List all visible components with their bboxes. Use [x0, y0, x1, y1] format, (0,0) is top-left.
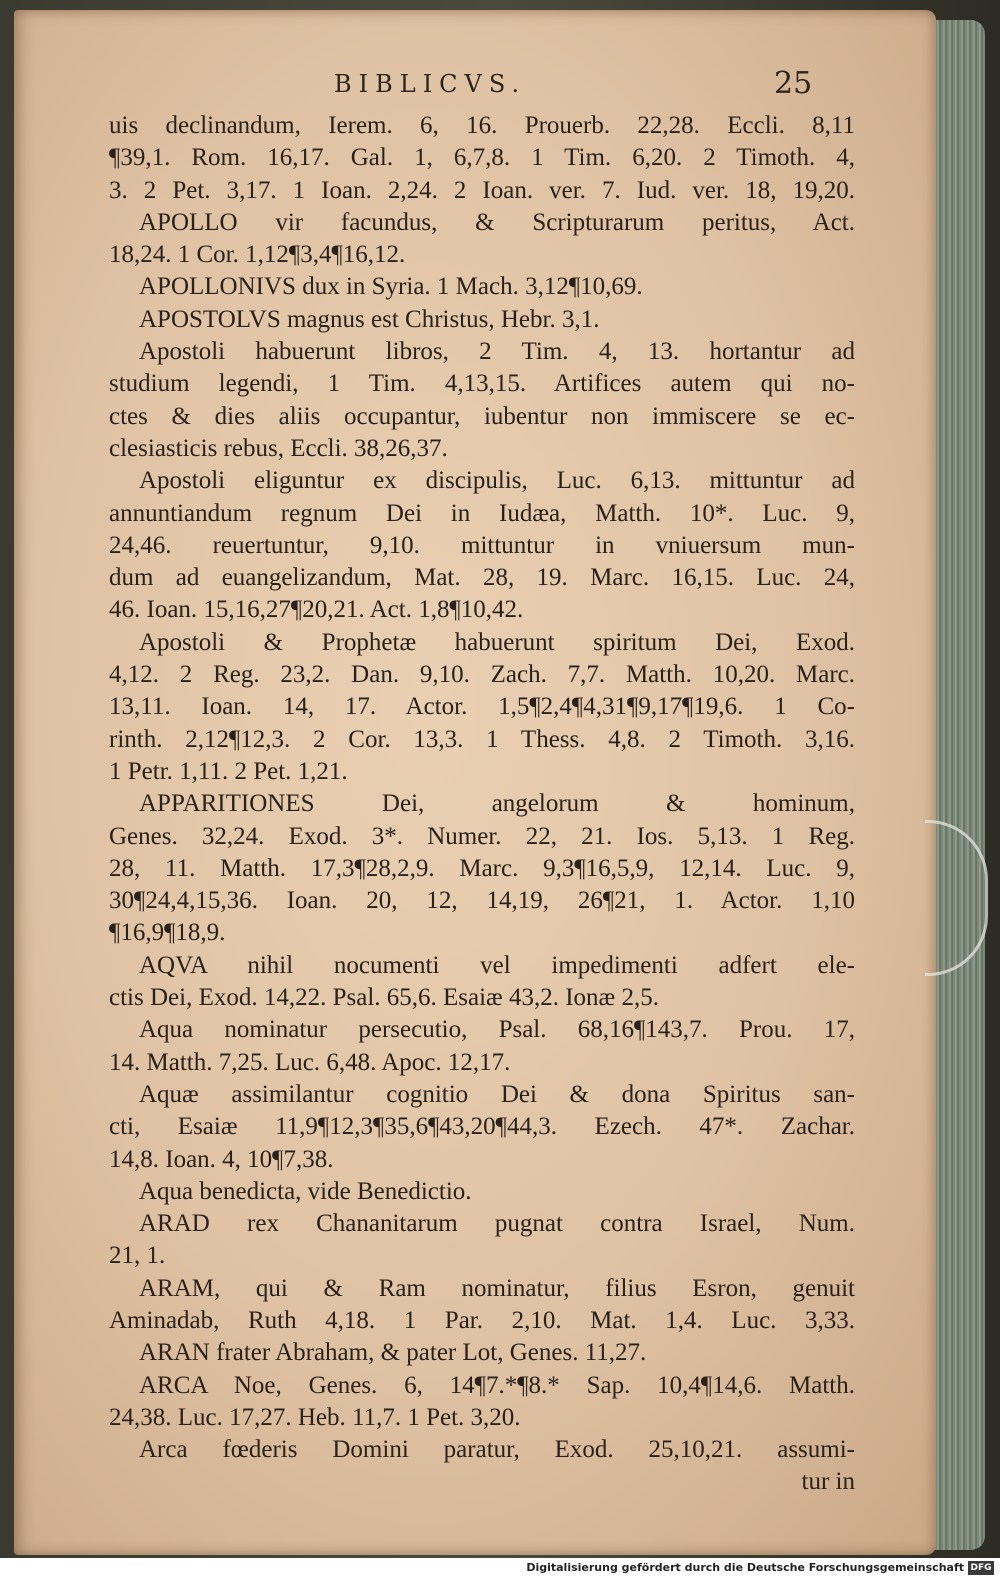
text-line: 14,8. Ioan. 4, 10¶7,38. [109, 1145, 334, 1173]
text-line: Apostoli habuerunt libros, 2 Tim. 4, 13. hortantur ad [139, 338, 855, 366]
text-line: uis declinandum, Ierem. 6, 16. Prouerb. 22,28. Eccli. 8,11 [109, 112, 855, 139]
catchword-line: tur in [801, 1468, 855, 1496]
text-line: annuntiandum regnum Dei in Iudæa, Matth. 10*. Luc. 9, [109, 499, 855, 527]
text-line: APPARITIONES Dei, angelorum & hominum, [139, 790, 855, 818]
text-line: 3. 2 Pet. 3,17. 1 Ioan. 2,24. 2 Ioan. ver. 7. Iud. ver. 18, 19,20. [109, 176, 855, 204]
text-line: 4,12. 2 Reg. 23,2. Dan. 9,10. Zach. 7,7. Matth. 10,20. Marc. [109, 661, 855, 689]
text-line: studium legendi, 1 Tim. 4,13,15. Artifices autem qui no- [109, 370, 855, 398]
text-line: clesiasticis rebus, Eccli. 38,26,37. [109, 434, 448, 462]
text-line: ARCA Noe, Genes. 6, 14¶7.*¶8.* Sap. 10,4¶14,6. Matth. [139, 1371, 855, 1399]
text-line: ARAD rex Chananitarum pugnat contra Israel, Num. [139, 1210, 855, 1238]
text-line: ¶39,1. Rom. 16,17. Gal. 1, 6,7,8. 1 Tim. 6,20. 2 Timoth. 4, [109, 144, 855, 172]
text-line: ARAN frater Abraham, & pater Lot, Genes. 11,27. [139, 1339, 647, 1367]
text-line: AQVA nihil nocumenti vel impedimenti adfert ele- [139, 951, 855, 979]
text-line: 24,46. reuertuntur, 9,10. mittuntur in vniuersum mun- [109, 531, 855, 559]
text-line: Aminadab, Ruth 4,18. 1 Par. 2,10. Mat. 1,4. Luc. 3,33. [109, 1306, 855, 1334]
text-line: Aqua benedicta, vide Benedictio. [139, 1177, 472, 1205]
running-title: BIBLICVS. [334, 70, 527, 98]
text-line: APOSTOLVS magnus est Christus, Hebr. 3,1. [139, 305, 600, 333]
text-line: Aquæ assimilantur cognitio Dei & dona Spiritus san- [139, 1080, 855, 1108]
text-line: rinth. 2,12¶12,3. 2 Cor. 13,3. 1 Thess. 4,8. 2 Timoth. 3,16. [109, 725, 855, 753]
text-line: 18,24. 1 Cor. 1,12¶3,4¶16,12. [109, 241, 406, 269]
running-head [14, 66, 936, 104]
text-line: Arca fœderis Domini paratur, Exod. 25,10,21. assumi- [139, 1436, 855, 1464]
text-line: ctis Dei, Exod. 14,22. Psal. 65,6. Esaiæ 43,2. Ionæ 2,5. [109, 984, 659, 1012]
text-line: cti, Esaiæ 11,9¶12,3¶35,6¶43,20¶44,3. Ezech. 47*. Zachar. [109, 1113, 855, 1141]
text-line: ¶16,9¶18,9. [109, 919, 226, 947]
text-line: APOLLO vir facundus, & Scripturarum peritus, Act. [139, 208, 855, 236]
page-edges [930, 20, 985, 1550]
text-line: 46. Ioan. 15,16,27¶20,21. Act. 1,8¶10,42. [109, 596, 524, 624]
text-line: dum ad euangelizandum, Mat. 28, 19. Marc. 16,15. Luc. 24, [109, 564, 855, 592]
text-line: 21, 1. [109, 1242, 166, 1270]
text-line: ctes & dies aliis occupantur, iubentur non immiscere se ec- [109, 402, 855, 430]
text-block [109, 110, 855, 1499]
text-line: 14. Matth. 7,25. Luc. 6,48. Apoc. 12,17. [109, 1048, 511, 1076]
text-line: 1 Petr. 1,11. 2 Pet. 1,21. [109, 757, 348, 785]
text-line: 24,38. Luc. 17,27. Heb. 11,7. 1 Pet. 3,20. [109, 1403, 521, 1431]
text-line: 30¶24,4,15,36. Ioan. 20, 12, 14,19, 26¶21, 1. Actor. 1,10 [109, 887, 855, 915]
text-line: Apostoli & Prophetæ habuerunt spiritum Dei, Exod. [139, 628, 855, 656]
footer-strip [0, 1558, 1000, 1581]
text-line: 13,11. Ioan. 14, 17. Actor. 1,5¶2,4¶4,31¶9,17¶19,6. 1 Co- [109, 693, 855, 721]
dfg-logo: DFG [968, 1561, 994, 1575]
text-line: ARAM, qui & Ram nominatur, filius Esron, genuit [139, 1274, 855, 1302]
book-page [14, 10, 936, 1555]
text-line: Aqua nominatur persecutio, Psal. 68,16¶143,7. Prou. 17, [139, 1016, 855, 1044]
funding-credit: Digitalisierung gefördert durch die Deutsche Forschungsgemeinschaft [526, 1561, 964, 1574]
text-line: 28, 11. Matth. 17,3¶28,2,9. Marc. 9,3¶16,5,9, 12,14. Luc. 9, [109, 854, 855, 882]
text-line: APOLLONIVS dux in Syria. 1 Mach. 3,12¶10,69. [139, 273, 643, 301]
text-line: Apostoli eliguntur ex discipulis, Luc. 6,13. mittuntur ad [139, 467, 855, 495]
page-number: 25 [774, 66, 813, 101]
text-line: Genes. 32,24. Exod. 3*. Numer. 22, 21. Ios. 5,13. 1 Reg. [109, 822, 855, 850]
